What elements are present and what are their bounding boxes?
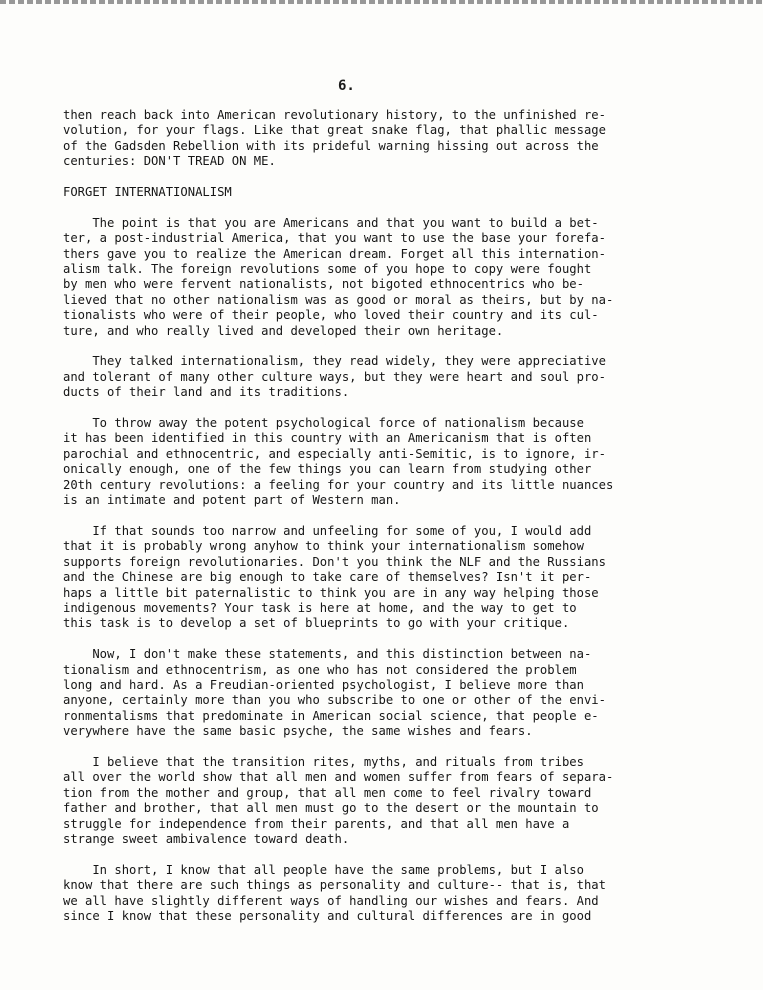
text-line: thers gave you to realize the American dream. Forget all this internation- (63, 246, 606, 261)
section-heading-text: FORGET INTERNATIONALISM (63, 185, 232, 200)
paragraph-intro (63, 108, 638, 170)
text-line: tion from the mother and group, that all men come to feel rivalry toward (63, 785, 592, 800)
paragraph-nationalism (63, 416, 638, 508)
text-line: and the Chinese are big enough to take care of themselves? Isn't it per- (63, 570, 592, 585)
text-line: centuries: DON'T TREAD ON ME. (63, 154, 276, 169)
text-line: ronmentalisms that predominate in American social science, that people e- (63, 708, 599, 723)
text-line: They talked internationalism, they read widely, they were appreciative (63, 354, 606, 369)
text-line: struggle for independence from their parents, and that all men have a (63, 816, 570, 831)
text-line: To throw away the potent psychological force of nationalism because (63, 416, 584, 431)
text-line: alism talk. The foreign revolutions some of you hope to copy were fought (63, 262, 592, 277)
paragraph-in-short (63, 863, 638, 925)
text-line: know that there are such things as personality and culture-- that is, that (63, 878, 606, 893)
page-number: 6. (338, 78, 355, 94)
text-line: parochial and ethnocentric, and especially anti-Semitic, is to ignore, ir- (63, 446, 606, 461)
text-line: Now, I don't make these statements, and this distinction between na- (63, 647, 592, 662)
text-line: long and hard. As a Freudian-oriented psychologist, I believe more than (63, 677, 584, 692)
body-text (63, 108, 638, 940)
text-line: supports foreign revolutionaries. Don't you think the NLF and the Russians (63, 554, 606, 569)
text-line: I believe that the transition rites, myths, and rituals from tribes (63, 754, 584, 769)
paragraph-point (63, 216, 638, 339)
text-line: haps a little bit paternalistic to think you are in any way helping those (63, 585, 599, 600)
text-line: indigenous movements? Your task is here at home, and the way to get to (63, 600, 577, 615)
text-line: tionalism and ethnocentrism, as one who has not considered the problem (63, 662, 577, 677)
text-line: lieved that no other nationalism was as good or moral as theirs, but by na- (63, 292, 614, 307)
text-line: it has been identified in this country with an Americanism that is often (63, 431, 592, 446)
text-line: all over the world show that all men and women suffer from fears of separa- (63, 770, 614, 785)
paragraph-freudian (63, 647, 638, 739)
text-line: father and brother, that all men must go to the desert or the mountain to (63, 801, 599, 816)
text-line: ducts of their land and its traditions. (63, 385, 350, 400)
text-line: this task is to develop a set of blueprints to go with your critique. (63, 616, 570, 631)
text-line: The point is that you are Americans and that you want to build a bet- (63, 215, 599, 230)
text-line: verywhere have the same basic psyche, the same wishes and fears. (63, 724, 533, 739)
text-line: If that sounds too narrow and unfeeling for some of you, I would add (63, 523, 592, 538)
text-line: strange sweet ambivalence toward death. (63, 831, 350, 846)
text-line: and tolerant of many other culture ways, but they were heart and soul pro- (63, 369, 606, 384)
text-line: by men who were fervent nationalists, not bigoted ethnocentrics who be- (63, 277, 584, 292)
text-line: then reach back into American revolutionary history, to the unfinished re- (63, 108, 606, 122)
text-line: volution, for your flags. Like that great snake flag, that phallic message (63, 123, 606, 138)
text-line: ter, a post-industrial America, that you want to use the base your forefa- (63, 231, 606, 246)
text-line: onically enough, one of the few things you can learn from studying other (63, 462, 592, 477)
text-line: that it is probably wrong anyhow to think your internationalism somehow (63, 539, 584, 554)
text-line: 20th century revolutions: a feeling for your country and its little nuances (63, 477, 614, 492)
paragraph-foreign-revolutionaries (63, 524, 638, 632)
text-line: anyone, certainly more than you who subscribe to one or other of the envi- (63, 693, 606, 708)
page-top-edge (0, 0, 763, 4)
text-line: since I know that these personality and cultural differences are in good (63, 909, 592, 923)
text-line: is an intimate and potent part of Western man. (63, 493, 401, 508)
text-line: tionalists who were of their people, who loved their country and its cul- (63, 308, 599, 323)
paragraph-internationalism (63, 354, 638, 400)
paragraph-transition-rites (63, 755, 638, 847)
section-heading (63, 185, 638, 200)
text-line: we all have slightly different ways of handling our wishes and fears. And (63, 893, 599, 908)
text-line: ture, and who really lived and developed their own heritage. (63, 323, 504, 338)
text-line: In short, I know that all people have the same problems, but I also (63, 862, 584, 877)
text-line: of the Gadsden Rebellion with its prideful warning hissing out across the (63, 138, 599, 153)
